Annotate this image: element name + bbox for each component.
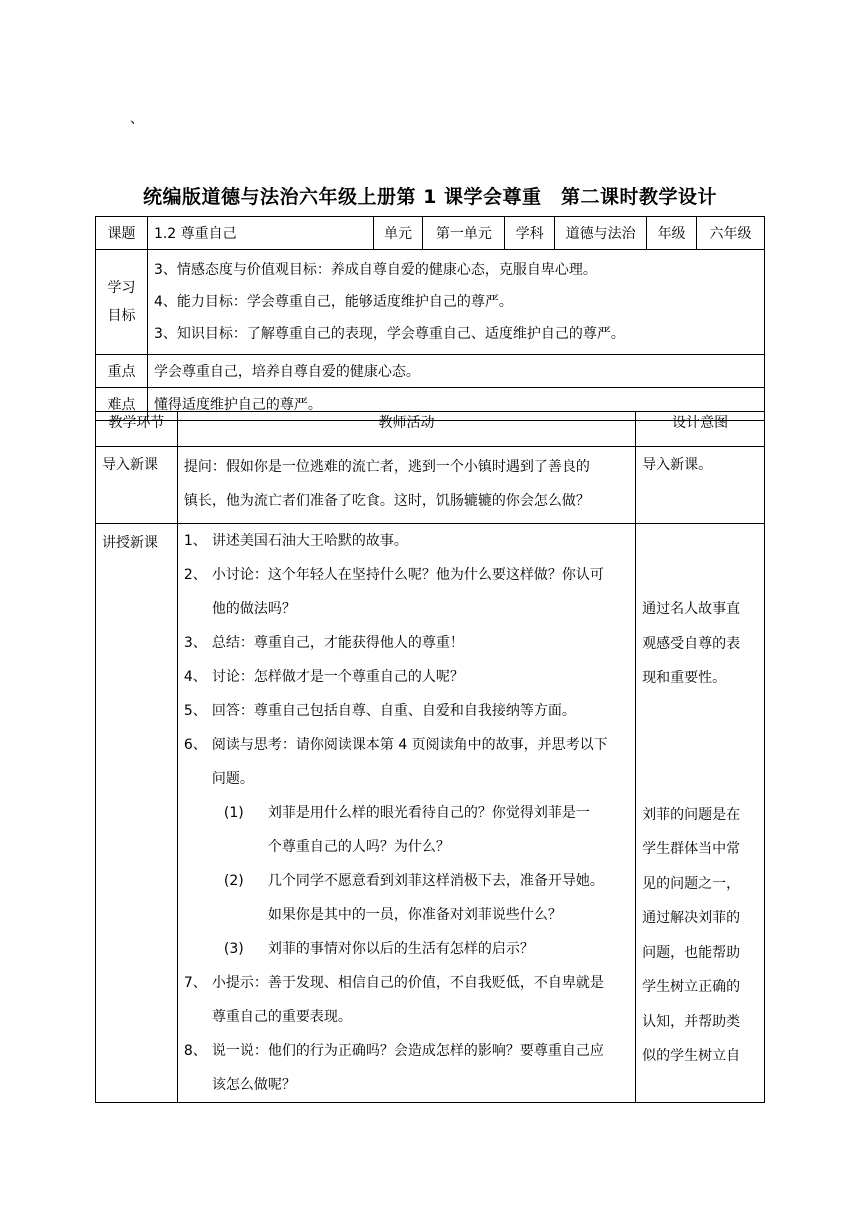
- difficulty-value: 懂得适度维护自己的尊严。: [147, 388, 764, 421]
- document-title: 统编版道德与法治六年级上册第 1 课学会尊重 第二课时教学设计: [143, 186, 717, 208]
- activity-item-cont: 问题。: [211, 771, 254, 787]
- intro-stage: [96, 447, 178, 524]
- intent-line: 通过解决刘菲的: [642, 910, 741, 926]
- intent-line: 通过名人故事直: [642, 601, 741, 617]
- goals-row: [96, 250, 765, 355]
- activity-sub-item-cont: 个尊重自己的人吗？为什么？: [267, 839, 450, 855]
- intent-line: 学生树立正确的: [642, 979, 741, 995]
- intro-intent: [636, 447, 765, 524]
- activity-sub-item-cont: 如果你是其中的一员，你准备对刘菲说些什么？: [267, 907, 562, 923]
- goals-label: [96, 250, 148, 355]
- intro-activity: [177, 447, 635, 524]
- activity-item: 6、 阅读与思考：请你阅读课本第 4 页阅读角中的故事，并思考以下: [183, 737, 608, 753]
- intent-line: 刘菲的问题是在: [642, 806, 741, 823]
- intro-line: 提问：假如你是一位逃难的流亡者，逃到一个小镇时遇到了善良的: [183, 459, 590, 475]
- intent-line: 问题，也能帮助: [642, 944, 741, 961]
- topic-value: 1.2 尊重自己: [147, 217, 373, 250]
- stray-mark: 、: [130, 111, 144, 127]
- teaching-process-table: [95, 411, 765, 1103]
- lecture-stage: [96, 524, 178, 1103]
- intent-line: 见的问题之一，: [642, 875, 741, 892]
- goals-label-line-1: 学习: [107, 280, 136, 296]
- lecture-stage-label: 讲授新课: [102, 535, 158, 551]
- subject-label: 学科: [505, 217, 555, 250]
- unit-label: 单元: [373, 217, 423, 250]
- goal-item: 4、能力目标：学会尊重自己，能够适度维护自己的尊严。: [153, 294, 513, 310]
- key-point-value: 学会尊重自己，培养自尊自爱的健康心态。: [147, 355, 764, 388]
- intro-line: 镇长，他为流亡者们准备了吃食。这时，饥肠辘辘的你会怎么做？: [183, 493, 590, 509]
- activity-item: 2、 小讨论：这个年轻人在坚持什么呢？他为什么要这样做？你认可: [183, 567, 604, 583]
- activity-item-cont: 该怎么做呢？: [211, 1077, 296, 1093]
- header-activity: 教师活动: [177, 412, 635, 447]
- activity-sub-item: (3) 刘菲的事情对你以后的生活有怎样的启示？: [223, 941, 534, 957]
- intent-line: 观感受自尊的表: [642, 635, 741, 652]
- activity-item: 7、 小提示：善于发现、相信自己的价值，不自我贬低，不自卑就是: [183, 975, 604, 991]
- process-header-row: [96, 412, 765, 447]
- header-intent: 设计意图: [636, 412, 765, 447]
- goal-item: 3、知识目标：了解尊重自己的表现，学会尊重自己、适度维护自己的尊严。: [153, 326, 625, 342]
- grade-label: 年级: [647, 217, 697, 250]
- intent-line: 似的学生树立自: [642, 1048, 741, 1064]
- goal-item: 3、情感态度与价值观目标：养成自尊自爱的健康心态，克服自卑心理。: [153, 262, 597, 278]
- activity-item-cont: 尊重自己的重要表现。: [211, 1009, 352, 1025]
- subject-value: 道德与法治: [555, 217, 647, 250]
- lesson-info-table: [95, 216, 765, 421]
- grade-value: 六年级: [697, 217, 765, 250]
- topic-label: 课题: [96, 217, 148, 250]
- unit-value: 第一单元: [423, 217, 505, 250]
- activity-item: 1、 讲述美国石油大王哈默的故事。: [183, 533, 408, 549]
- lecture-activity: [177, 524, 635, 1103]
- activity-item: 8、 说一说：他们的行为正确吗？会造成怎样的影响？要尊重自己应: [183, 1043, 604, 1059]
- key-point-label: 重点: [96, 355, 148, 388]
- intro-row: [96, 447, 765, 524]
- intent-line: 学生群体当中常: [642, 841, 741, 857]
- key-point-row: [96, 355, 765, 388]
- intro-stage-label: 导入新课: [102, 457, 158, 473]
- activity-item: 4、 讨论：怎样做才是一个尊重自己的人呢？: [183, 669, 464, 685]
- difficulty-label: 难点: [96, 388, 148, 421]
- header-stage: 教学环节: [96, 412, 178, 447]
- activity-item: 3、 总结：尊重自己，才能获得他人的尊重！: [183, 635, 464, 651]
- intro-intent-text: 导入新课。: [642, 457, 713, 473]
- lecture-intent: [636, 524, 765, 1103]
- goals-label-line-2: 目标: [107, 308, 136, 324]
- goals-content: [147, 250, 764, 355]
- intent-line: 现和重要性。: [642, 670, 727, 686]
- topic-row: [96, 217, 765, 250]
- activity-sub-item: (1) 刘菲是用什么样的眼光看待自己的？你觉得刘菲是一: [223, 805, 590, 821]
- intent-line: 认知，并帮助类: [642, 1013, 741, 1030]
- lecture-row: [96, 524, 765, 1103]
- activity-item: 5、 回答：尊重自己包括自尊、自重、自爱和自我接纳等方面。: [183, 703, 576, 719]
- activity-item-cont: 他的做法吗？: [211, 601, 296, 617]
- activity-sub-item: (2) 几个同学不愿意看到刘菲这样消极下去，准备开导她。: [223, 873, 604, 889]
